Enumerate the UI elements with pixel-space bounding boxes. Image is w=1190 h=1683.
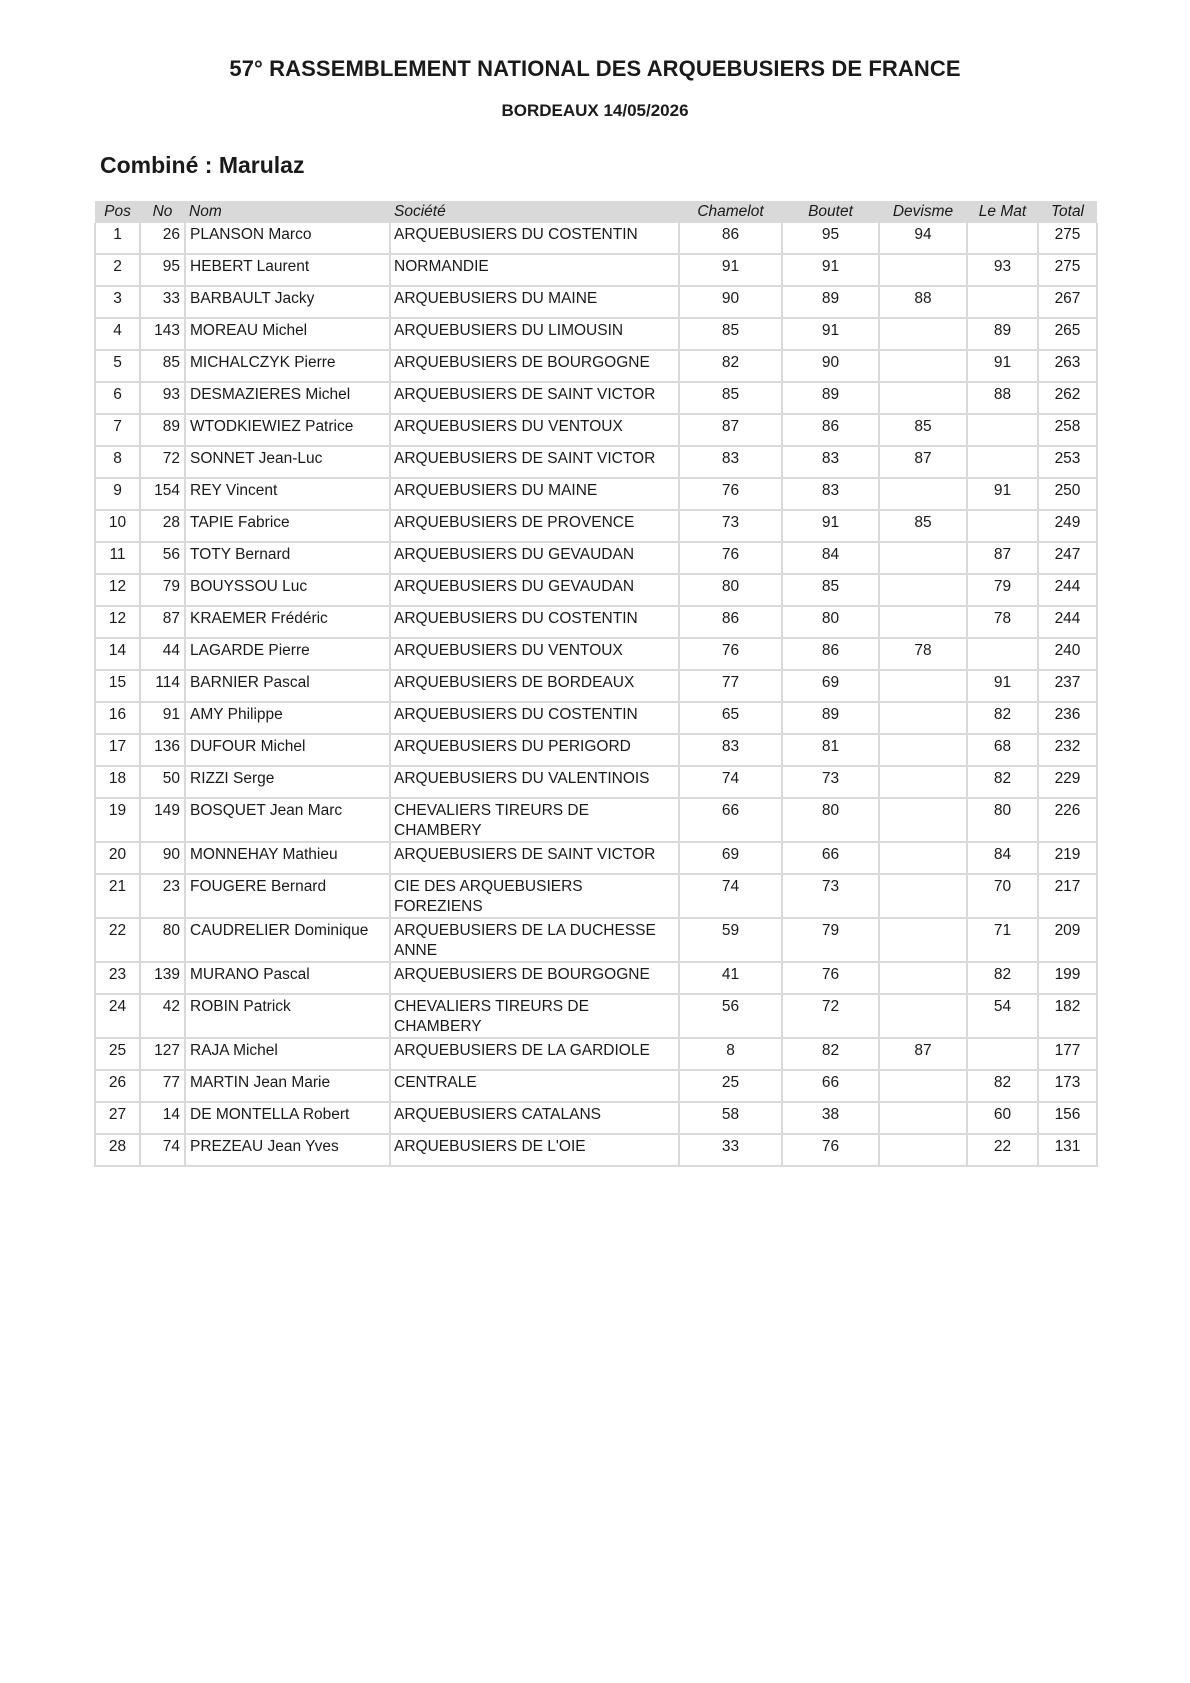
cell-no: 79: [140, 574, 185, 606]
cell-boutet: 72: [782, 994, 879, 1038]
cell-devisme: [879, 382, 967, 414]
cell-total: 131: [1038, 1134, 1097, 1166]
section-title: Combiné : Marulaz: [100, 152, 305, 178]
cell-nom: MARTIN Jean Marie: [185, 1070, 390, 1102]
cell-nom: LAGARDE Pierre: [185, 638, 390, 670]
cell-nom: MOREAU Michel: [185, 318, 390, 350]
cell-nom: AMY Philippe: [185, 702, 390, 734]
cell-le-mat: 68: [967, 734, 1038, 766]
cell-devisme: [879, 318, 967, 350]
col-header-pos: Pos: [95, 201, 140, 223]
cell-total: 258: [1038, 414, 1097, 446]
cell-total: 250: [1038, 478, 1097, 510]
cell-no: 136: [140, 734, 185, 766]
cell-devisme: [879, 1102, 967, 1134]
cell-total: 263: [1038, 350, 1097, 382]
table-row: [95, 1102, 1097, 1134]
col-header-boutet: Boutet: [782, 201, 879, 223]
cell-devisme: 85: [879, 510, 967, 542]
cell-no: 154: [140, 478, 185, 510]
cell-chamelot: 82: [679, 350, 782, 382]
cell-no: 44: [140, 638, 185, 670]
table-row: [95, 1134, 1097, 1166]
cell-total: 232: [1038, 734, 1097, 766]
cell-devisme: [879, 1070, 967, 1102]
cell-devisme: [879, 254, 967, 286]
cell-chamelot: 76: [679, 638, 782, 670]
table-row: [95, 994, 1097, 1038]
cell-chamelot: 85: [679, 318, 782, 350]
cell-nom: REY Vincent: [185, 478, 390, 510]
cell-nom: DE MONTELLA Robert: [185, 1102, 390, 1134]
cell-pos: 19: [95, 798, 140, 842]
cell-nom: DUFOUR Michel: [185, 734, 390, 766]
cell-le-mat: [967, 446, 1038, 478]
cell-chamelot: 59: [679, 918, 782, 962]
cell-le-mat: [967, 1038, 1038, 1070]
cell-boutet: 91: [782, 254, 879, 286]
cell-societe: ARQUEBUSIERS DE BORDEAUX: [390, 670, 679, 702]
cell-no: 149: [140, 798, 185, 842]
cell-chamelot: 76: [679, 478, 782, 510]
table-body: [95, 223, 1097, 1166]
cell-chamelot: 8: [679, 1038, 782, 1070]
cell-le-mat: 54: [967, 994, 1038, 1038]
cell-devisme: [879, 606, 967, 638]
cell-boutet: 38: [782, 1102, 879, 1134]
cell-chamelot: 56: [679, 994, 782, 1038]
cell-societe: ARQUEBUSIERS CATALANS: [390, 1102, 679, 1134]
cell-pos: 12: [95, 606, 140, 638]
cell-le-mat: 89: [967, 318, 1038, 350]
cell-pos: 20: [95, 842, 140, 874]
cell-nom: DESMAZIERES Michel: [185, 382, 390, 414]
table-row: [95, 542, 1097, 574]
cell-devisme: [879, 918, 967, 962]
cell-societe: ARQUEBUSIERS DU COSTENTIN: [390, 702, 679, 734]
cell-chamelot: 83: [679, 446, 782, 478]
cell-boutet: 66: [782, 842, 879, 874]
cell-total: 156: [1038, 1102, 1097, 1134]
cell-devisme: [879, 1134, 967, 1166]
cell-pos: 4: [95, 318, 140, 350]
cell-le-mat: 93: [967, 254, 1038, 286]
cell-total: 209: [1038, 918, 1097, 962]
cell-no: 26: [140, 223, 185, 254]
cell-chamelot: 86: [679, 606, 782, 638]
table-row: [95, 670, 1097, 702]
cell-le-mat: 82: [967, 766, 1038, 798]
cell-no: 28: [140, 510, 185, 542]
cell-total: 275: [1038, 254, 1097, 286]
cell-chamelot: 83: [679, 734, 782, 766]
cell-no: 14: [140, 1102, 185, 1134]
cell-devisme: 94: [879, 223, 967, 254]
cell-chamelot: 69: [679, 842, 782, 874]
cell-devisme: [879, 542, 967, 574]
cell-pos: 27: [95, 1102, 140, 1134]
col-header-chamelot: Chamelot: [679, 201, 782, 223]
cell-chamelot: 90: [679, 286, 782, 318]
cell-pos: 15: [95, 670, 140, 702]
cell-societe: CHEVALIERS TIREURS DE CHAMBERY: [390, 798, 679, 842]
cell-le-mat: 80: [967, 798, 1038, 842]
cell-pos: 14: [95, 638, 140, 670]
cell-devisme: [879, 350, 967, 382]
table-row: [95, 223, 1097, 254]
cell-devisme: 87: [879, 446, 967, 478]
cell-total: 249: [1038, 510, 1097, 542]
cell-societe: ARQUEBUSIERS DE LA DUCHESSE ANNE: [390, 918, 679, 962]
cell-total: 267: [1038, 286, 1097, 318]
cell-total: 262: [1038, 382, 1097, 414]
cell-boutet: 73: [782, 874, 879, 918]
cell-le-mat: 82: [967, 702, 1038, 734]
cell-chamelot: 91: [679, 254, 782, 286]
cell-devisme: 87: [879, 1038, 967, 1070]
cell-nom: BARNIER Pascal: [185, 670, 390, 702]
cell-pos: 8: [95, 446, 140, 478]
cell-pos: 2: [95, 254, 140, 286]
table-row: [95, 734, 1097, 766]
cell-total: 173: [1038, 1070, 1097, 1102]
cell-boutet: 79: [782, 918, 879, 962]
cell-total: 265: [1038, 318, 1097, 350]
cell-pos: 16: [95, 702, 140, 734]
cell-total: 199: [1038, 962, 1097, 994]
cell-le-mat: 91: [967, 350, 1038, 382]
cell-no: 143: [140, 318, 185, 350]
table-row: [95, 286, 1097, 318]
cell-chamelot: 33: [679, 1134, 782, 1166]
table-row: [95, 382, 1097, 414]
cell-no: 23: [140, 874, 185, 918]
cell-pos: 6: [95, 382, 140, 414]
cell-total: 236: [1038, 702, 1097, 734]
cell-no: 87: [140, 606, 185, 638]
cell-total: 182: [1038, 994, 1097, 1038]
cell-chamelot: 41: [679, 962, 782, 994]
cell-societe: ARQUEBUSIERS DU GEVAUDAN: [390, 574, 679, 606]
cell-devisme: [879, 574, 967, 606]
cell-no: 89: [140, 414, 185, 446]
cell-devisme: [879, 478, 967, 510]
cell-no: 114: [140, 670, 185, 702]
document-subtitle: BORDEAUX 14/05/2026: [501, 101, 689, 120]
cell-devisme: 88: [879, 286, 967, 318]
cell-nom: WTODKIEWIEZ Patrice: [185, 414, 390, 446]
cell-no: 56: [140, 542, 185, 574]
cell-total: 229: [1038, 766, 1097, 798]
cell-le-mat: [967, 638, 1038, 670]
cell-nom: TAPIE Fabrice: [185, 510, 390, 542]
cell-societe: CHEVALIERS TIREURS DE CHAMBERY: [390, 994, 679, 1038]
cell-total: 244: [1038, 574, 1097, 606]
cell-boutet: 89: [782, 702, 879, 734]
cell-societe: ARQUEBUSIERS DU VALENTINOIS: [390, 766, 679, 798]
cell-boutet: 89: [782, 382, 879, 414]
cell-nom: MONNEHAY Mathieu: [185, 842, 390, 874]
cell-le-mat: [967, 510, 1038, 542]
cell-nom: RAJA Michel: [185, 1038, 390, 1070]
cell-boutet: 76: [782, 962, 879, 994]
cell-no: 127: [140, 1038, 185, 1070]
cell-devisme: 78: [879, 638, 967, 670]
cell-societe: CENTRALE: [390, 1070, 679, 1102]
cell-nom: ROBIN Patrick: [185, 994, 390, 1038]
cell-chamelot: 66: [679, 798, 782, 842]
cell-le-mat: 88: [967, 382, 1038, 414]
cell-societe: ARQUEBUSIERS DU MAINE: [390, 286, 679, 318]
cell-societe: ARQUEBUSIERS DU VENTOUX: [390, 414, 679, 446]
cell-societe: ARQUEBUSIERS DU LIMOUSIN: [390, 318, 679, 350]
cell-total: 247: [1038, 542, 1097, 574]
cell-societe: ARQUEBUSIERS DU PERIGORD: [390, 734, 679, 766]
cell-societe: ARQUEBUSIERS DU COSTENTIN: [390, 223, 679, 254]
cell-no: 80: [140, 918, 185, 962]
table-row: [95, 414, 1097, 446]
table-row: [95, 510, 1097, 542]
table-row: [95, 1070, 1097, 1102]
cell-societe: ARQUEBUSIERS DE SAINT VICTOR: [390, 446, 679, 478]
cell-societe: ARQUEBUSIERS DE SAINT VICTOR: [390, 382, 679, 414]
cell-no: 33: [140, 286, 185, 318]
cell-societe: ARQUEBUSIERS DU VENTOUX: [390, 638, 679, 670]
cell-boutet: 66: [782, 1070, 879, 1102]
table-row: [95, 606, 1097, 638]
table-row: [95, 254, 1097, 286]
cell-boutet: 76: [782, 1134, 879, 1166]
cell-nom: SONNET Jean-Luc: [185, 446, 390, 478]
cell-pos: 24: [95, 994, 140, 1038]
table-row: [95, 1038, 1097, 1070]
cell-pos: 5: [95, 350, 140, 382]
cell-boutet: 85: [782, 574, 879, 606]
cell-nom: KRAEMER Frédéric: [185, 606, 390, 638]
cell-societe: ARQUEBUSIERS DE PROVENCE: [390, 510, 679, 542]
cell-societe: NORMANDIE: [390, 254, 679, 286]
cell-boutet: 86: [782, 638, 879, 670]
table-row: [95, 638, 1097, 670]
cell-boutet: 90: [782, 350, 879, 382]
cell-societe: ARQUEBUSIERS DU GEVAUDAN: [390, 542, 679, 574]
col-header-no: No: [140, 201, 185, 223]
cell-nom: BOSQUET Jean Marc: [185, 798, 390, 842]
table-row: [95, 918, 1097, 962]
cell-devisme: [879, 994, 967, 1038]
cell-boutet: 91: [782, 510, 879, 542]
table-row: [95, 766, 1097, 798]
table-row: [95, 446, 1097, 478]
cell-chamelot: 74: [679, 874, 782, 918]
cell-nom: BARBAULT Jacky: [185, 286, 390, 318]
cell-devisme: [879, 766, 967, 798]
cell-le-mat: 91: [967, 670, 1038, 702]
cell-pos: 22: [95, 918, 140, 962]
cell-chamelot: 86: [679, 223, 782, 254]
table-row: [95, 874, 1097, 918]
cell-boutet: 83: [782, 446, 879, 478]
cell-no: 74: [140, 1134, 185, 1166]
cell-chamelot: 65: [679, 702, 782, 734]
col-header-devisme: Devisme: [879, 201, 967, 223]
cell-societe: ARQUEBUSIERS DE L'OIE: [390, 1134, 679, 1166]
cell-nom: CAUDRELIER Dominique: [185, 918, 390, 962]
cell-boutet: 95: [782, 223, 879, 254]
cell-pos: 18: [95, 766, 140, 798]
table-row: [95, 478, 1097, 510]
cell-pos: 17: [95, 734, 140, 766]
cell-nom: HEBERT Laurent: [185, 254, 390, 286]
cell-societe: ARQUEBUSIERS DE LA GARDIOLE: [390, 1038, 679, 1070]
cell-societe: ARQUEBUSIERS DU COSTENTIN: [390, 606, 679, 638]
cell-societe: ARQUEBUSIERS DU MAINE: [390, 478, 679, 510]
table-header: [95, 201, 1097, 223]
cell-total: 275: [1038, 223, 1097, 254]
table-row: [95, 962, 1097, 994]
cell-societe: CIE DES ARQUEBUSIERS FOREZIENS: [390, 874, 679, 918]
cell-pos: 10: [95, 510, 140, 542]
cell-no: 93: [140, 382, 185, 414]
cell-nom: TOTY Bernard: [185, 542, 390, 574]
cell-devisme: [879, 842, 967, 874]
table-row: [95, 350, 1097, 382]
col-header-societe: Société: [390, 201, 679, 223]
cell-chamelot: 76: [679, 542, 782, 574]
col-header-nom: Nom: [185, 201, 390, 223]
cell-devisme: [879, 702, 967, 734]
cell-total: 219: [1038, 842, 1097, 874]
cell-boutet: 84: [782, 542, 879, 574]
cell-le-mat: 84: [967, 842, 1038, 874]
cell-le-mat: 79: [967, 574, 1038, 606]
cell-devisme: [879, 798, 967, 842]
cell-total: 226: [1038, 798, 1097, 842]
cell-pos: 3: [95, 286, 140, 318]
cell-boutet: 89: [782, 286, 879, 318]
cell-total: 253: [1038, 446, 1097, 478]
cell-boutet: 80: [782, 798, 879, 842]
cell-le-mat: 70: [967, 874, 1038, 918]
cell-devisme: 85: [879, 414, 967, 446]
cell-boutet: 69: [782, 670, 879, 702]
cell-pos: 9: [95, 478, 140, 510]
cell-le-mat: [967, 286, 1038, 318]
cell-total: 217: [1038, 874, 1097, 918]
cell-boutet: 80: [782, 606, 879, 638]
header-row: [95, 201, 1097, 223]
table-row: [95, 842, 1097, 874]
cell-le-mat: 71: [967, 918, 1038, 962]
table-row: [95, 702, 1097, 734]
cell-chamelot: 25: [679, 1070, 782, 1102]
cell-nom: PREZEAU Jean Yves: [185, 1134, 390, 1166]
cell-no: 50: [140, 766, 185, 798]
results-table: [94, 201, 1098, 1167]
cell-pos: 21: [95, 874, 140, 918]
cell-le-mat: [967, 223, 1038, 254]
cell-chamelot: 77: [679, 670, 782, 702]
cell-chamelot: 80: [679, 574, 782, 606]
cell-no: 77: [140, 1070, 185, 1102]
cell-total: 240: [1038, 638, 1097, 670]
cell-no: 91: [140, 702, 185, 734]
cell-no: 85: [140, 350, 185, 382]
table-row: [95, 574, 1097, 606]
document-title: 57° RASSEMBLEMENT NATIONAL DES ARQUEBUSIERS DE FRANCE: [229, 56, 961, 81]
cell-boutet: 83: [782, 478, 879, 510]
cell-boutet: 86: [782, 414, 879, 446]
table-row: [95, 318, 1097, 350]
cell-nom: MICHALCZYK Pierre: [185, 350, 390, 382]
cell-devisme: [879, 874, 967, 918]
cell-societe: ARQUEBUSIERS DE BOURGOGNE: [390, 962, 679, 994]
cell-no: 72: [140, 446, 185, 478]
col-header-total: Total: [1038, 201, 1097, 223]
col-header-le-mat: Le Mat: [967, 201, 1038, 223]
cell-pos: 26: [95, 1070, 140, 1102]
cell-le-mat: 82: [967, 962, 1038, 994]
cell-pos: 23: [95, 962, 140, 994]
cell-societe: ARQUEBUSIERS DE BOURGOGNE: [390, 350, 679, 382]
cell-devisme: [879, 962, 967, 994]
cell-boutet: 91: [782, 318, 879, 350]
cell-total: 237: [1038, 670, 1097, 702]
cell-chamelot: 87: [679, 414, 782, 446]
cell-devisme: [879, 734, 967, 766]
cell-le-mat: 78: [967, 606, 1038, 638]
cell-pos: 25: [95, 1038, 140, 1070]
cell-nom: MURANO Pascal: [185, 962, 390, 994]
cell-pos: 11: [95, 542, 140, 574]
cell-pos: 12: [95, 574, 140, 606]
cell-nom: FOUGERE Bernard: [185, 874, 390, 918]
cell-le-mat: 22: [967, 1134, 1038, 1166]
cell-no: 139: [140, 962, 185, 994]
cell-boutet: 82: [782, 1038, 879, 1070]
cell-no: 42: [140, 994, 185, 1038]
cell-nom: RIZZI Serge: [185, 766, 390, 798]
cell-total: 244: [1038, 606, 1097, 638]
cell-no: 90: [140, 842, 185, 874]
cell-pos: 28: [95, 1134, 140, 1166]
cell-boutet: 73: [782, 766, 879, 798]
cell-le-mat: 87: [967, 542, 1038, 574]
cell-chamelot: 85: [679, 382, 782, 414]
cell-societe: ARQUEBUSIERS DE SAINT VICTOR: [390, 842, 679, 874]
cell-le-mat: 91: [967, 478, 1038, 510]
cell-devisme: [879, 670, 967, 702]
cell-le-mat: 60: [967, 1102, 1038, 1134]
cell-pos: 7: [95, 414, 140, 446]
cell-le-mat: 82: [967, 1070, 1038, 1102]
cell-no: 95: [140, 254, 185, 286]
table-row: [95, 798, 1097, 842]
cell-nom: BOUYSSOU Luc: [185, 574, 390, 606]
cell-le-mat: [967, 414, 1038, 446]
cell-boutet: 81: [782, 734, 879, 766]
cell-pos: 1: [95, 223, 140, 254]
cell-nom: PLANSON Marco: [185, 223, 390, 254]
cell-chamelot: 73: [679, 510, 782, 542]
cell-chamelot: 58: [679, 1102, 782, 1134]
cell-chamelot: 74: [679, 766, 782, 798]
cell-total: 177: [1038, 1038, 1097, 1070]
